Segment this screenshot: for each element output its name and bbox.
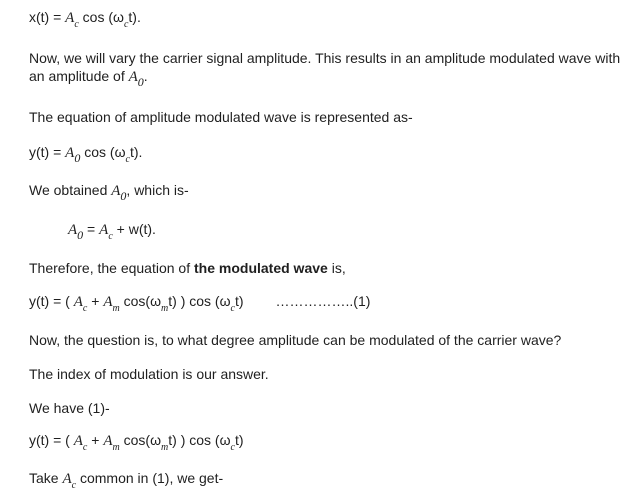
- eq-text: t): [234, 432, 244, 448]
- paragraph-text: , which is-: [126, 182, 189, 198]
- eq-symbol: A: [111, 183, 121, 199]
- eq-text: =: [83, 221, 100, 237]
- eq-text: t).: [129, 144, 143, 160]
- equation-number: ……………..(1): [275, 293, 371, 309]
- eq-subscript: c: [108, 231, 113, 242]
- paragraph-text: We obtained: [29, 182, 112, 198]
- carrier-equation: [29, 8, 141, 29]
- eq-subscript: 0: [120, 189, 127, 203]
- paragraph-text: common in (1), we get-: [76, 470, 224, 486]
- eq-symbol: A: [73, 294, 83, 310]
- eq-symbol: A: [128, 69, 138, 85]
- eq-subscript: c: [82, 442, 88, 453]
- eq-symbol: A: [68, 222, 78, 238]
- eq-subscript: 0: [74, 151, 81, 165]
- eq-symbol: A: [103, 433, 113, 449]
- paragraph-vary-amplitude: [29, 49, 629, 89]
- eq-subscript: c: [71, 480, 77, 491]
- bold-term: the modulated wave: [194, 260, 328, 276]
- eq-text: y(t) = (: [29, 293, 74, 309]
- paragraph-we-have: We have (1)-: [29, 400, 110, 416]
- eq-text: y(t) =: [29, 144, 66, 160]
- eq-subscript: m: [112, 442, 120, 453]
- eq-subscript: c: [123, 19, 129, 30]
- eq-text: cos (ω: [80, 144, 126, 160]
- amplitude-equation: [68, 220, 156, 241]
- paragraph-therefore: [29, 259, 346, 277]
- eq-symbol: A: [65, 10, 75, 26]
- eq-text: + w(t).: [112, 221, 156, 237]
- eq-text: cos (ω: [78, 9, 124, 25]
- eq-text: t): [234, 293, 244, 309]
- eq-subscript: m: [161, 442, 169, 453]
- paragraph-text: Therefore, the equation of: [29, 260, 194, 276]
- eq-subscript: m: [161, 303, 169, 314]
- eq-subscript: c: [230, 442, 235, 453]
- paragraph-take-common: [29, 469, 223, 490]
- eq-text: y(t) = (: [29, 432, 74, 448]
- eq-symbol: A: [65, 145, 75, 161]
- eq-subscript: c: [82, 303, 88, 314]
- eq-text: .: [143, 68, 148, 84]
- paragraph-question: Now, the question is, to what degree amplitude can be modulated of the carrier wave?: [29, 332, 562, 348]
- eq-text: t).: [128, 9, 141, 25]
- eq-subscript: c: [74, 19, 79, 30]
- paragraph-obtained: [29, 181, 189, 203]
- eq-text: cos(ω: [119, 432, 162, 448]
- eq-symbol: A: [103, 294, 113, 310]
- eq-symbol: A: [62, 471, 72, 487]
- modulated-wave-equation: [29, 292, 370, 313]
- eq-subscript: m: [112, 303, 120, 314]
- eq-subscript: c: [230, 303, 235, 314]
- paragraph-index: The index of modulation is our answer.: [29, 366, 269, 382]
- eq-text: x(t) =: [29, 9, 66, 25]
- paragraph-text: Now, we will vary the carrier signal amplitude. This results in an amplitude modulated wave with an amplitude of: [29, 50, 621, 84]
- eq-text: +: [87, 432, 104, 448]
- eq-symbol: A: [73, 433, 83, 449]
- am-equation: [29, 143, 142, 164]
- eq-text: cos(ω: [119, 293, 162, 309]
- eq-subscript: 0: [137, 75, 144, 89]
- eq-symbol: A: [99, 222, 109, 238]
- paragraph-text: Take: [29, 470, 63, 486]
- eq-text: t) ) cos (ω: [168, 293, 231, 309]
- eq-text: +: [87, 293, 104, 309]
- eq-text: t) ) cos (ω: [168, 432, 231, 448]
- paragraph-text: is,: [327, 260, 346, 276]
- modulated-wave-equation-repeat: [29, 431, 244, 452]
- paragraph-equation-intro: The equation of amplitude modulated wave is represented as-: [29, 109, 413, 125]
- eq-subscript: 0: [77, 228, 84, 242]
- eq-subscript: c: [125, 154, 130, 165]
